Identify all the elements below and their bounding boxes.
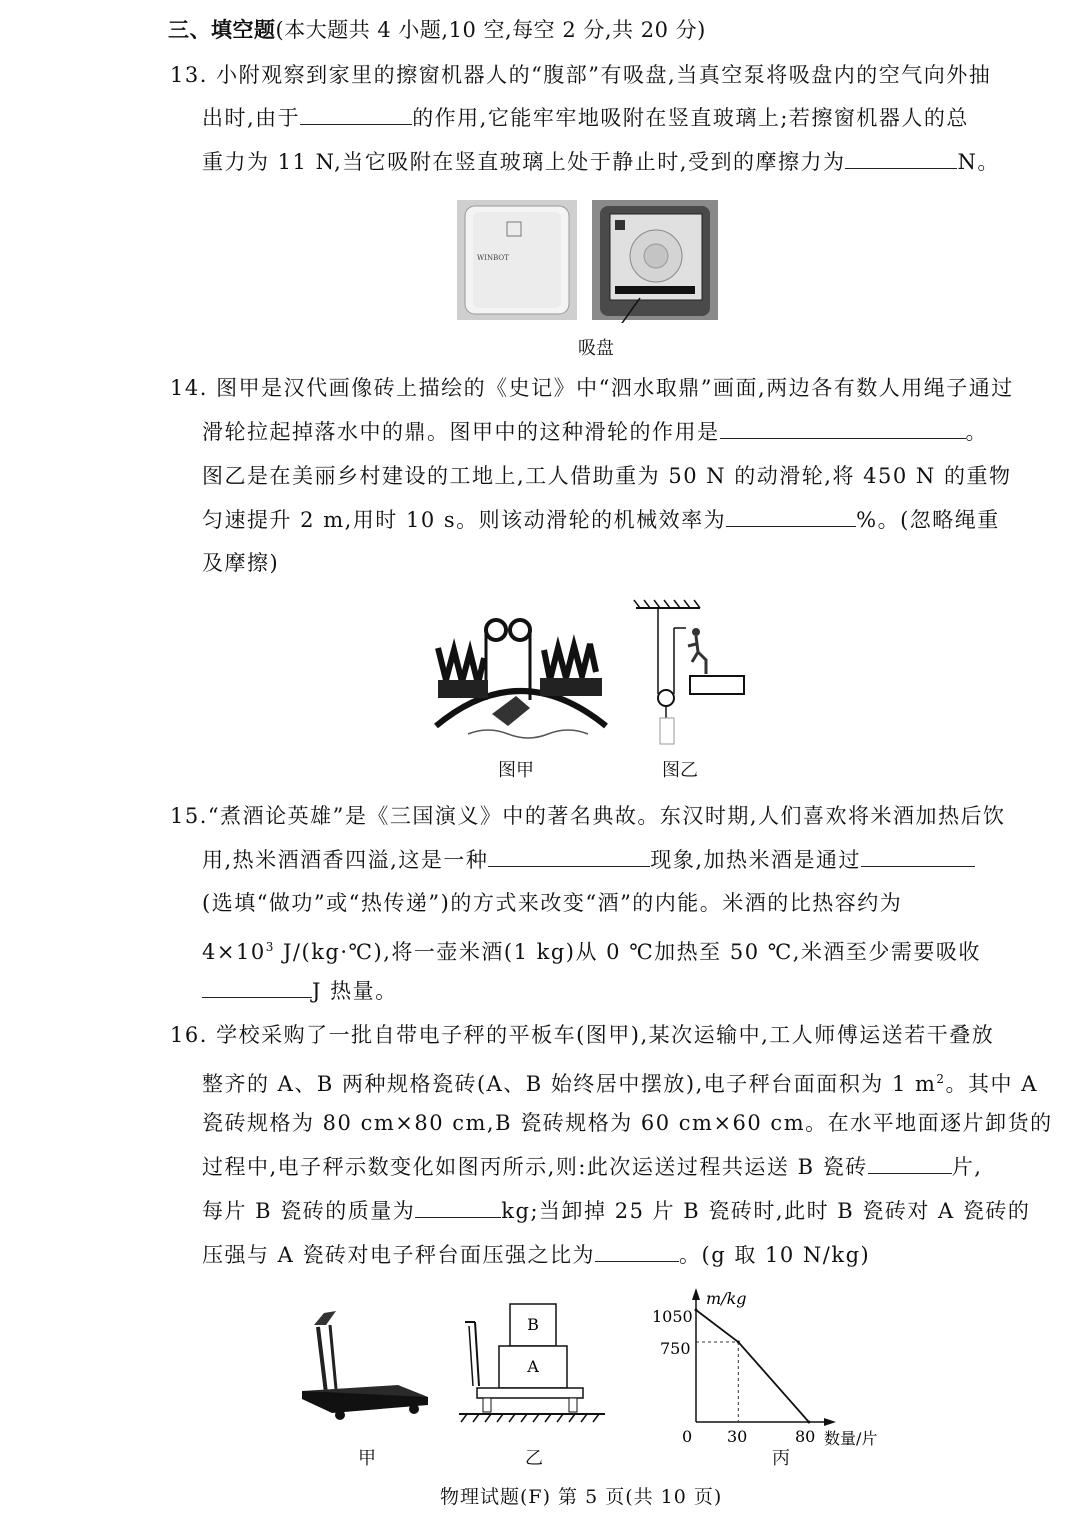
mass-count-chart [640, 1282, 900, 1447]
series-line [696, 1310, 809, 1422]
q16-exponent: 2 [936, 1072, 946, 1086]
answer-blank[interactable] [861, 846, 975, 867]
data-point [807, 1421, 810, 1424]
x-tick-label-1: 30 [727, 1427, 748, 1446]
q14-line-1: 14. 图甲是汉代画像砖上描绘的《史记》中“泗水取鼎”画面,两边各有数人用绳子通过 [170, 376, 1014, 400]
scale-display-icon [314, 1311, 336, 1325]
q16-text: kg;当卸掉 25 片 B 瓷砖时,此时 B 瓷砖对 A 瓷砖的 [501, 1199, 1031, 1223]
answer-blank[interactable] [415, 1197, 501, 1218]
x-tick-label-2: 80 [795, 1427, 816, 1446]
q16-text: 片, [951, 1155, 983, 1179]
x-tick-label-0: 0 [682, 1427, 693, 1446]
page-footer: 物理试题(F) 第 5 页(共 10 页) [440, 1486, 723, 1508]
q14-text: 匀速提升 2 m,用时 10 s。则该动滑轮的机械效率为 [202, 508, 727, 532]
q14-line-5: 及摩擦) [202, 551, 280, 575]
stacked-tiles-figure [455, 1296, 610, 1430]
cart-bed [477, 1388, 583, 1398]
ding-vessel-icon [492, 696, 530, 726]
answer-blank[interactable] [595, 1241, 679, 1262]
figure-b-caption: 图乙 [662, 760, 698, 781]
movable-pulley-figure [630, 598, 750, 748]
q14-text: 滑轮拉起掉落水中的鼎。图甲中的这种滑轮的作用是 [202, 420, 720, 444]
q13-text: 出时,由于 [202, 106, 301, 130]
section-note: (本大题共 4 小题,10 空,每空 2 分,共 20 分) [275, 18, 706, 42]
robot-brand-label: WINBOT [477, 254, 509, 262]
answer-blank[interactable] [726, 506, 856, 527]
q14-line-3: 图乙是在美丽乡村建设的工地上,工人借助重为 50 N 的动滑轮,将 450 N 的重物 [202, 464, 1012, 488]
platform-icon [690, 676, 744, 694]
q16-text: 过程中,电子秤示数变化如图丙所示,则:此次运送过程共运送 B 瓷砖 [202, 1155, 868, 1179]
q16-line-1: 16. 学校采购了一批自带电子秤的平板车(图甲),某次运输中,工人师傅运送若干叠放 [170, 1023, 995, 1047]
q13-line-3 [202, 147, 1000, 177]
q15-line-1: 15.“煮酒论英雄”是《三国演义》中的著名典故。东汉时期,人们喜欢将米酒加热后饮 [170, 804, 1006, 828]
q15-text: J/(kg·℃),将一壶米酒(1 kg)从 0 ℃加热至 50 ℃,米酒至少需要吸收 [274, 940, 981, 964]
suction-cup-caption: 吸盘 [578, 338, 614, 359]
q13-line-2 [202, 103, 969, 133]
q16-line-4 [202, 1152, 982, 1182]
q16-figure-a-caption: 甲 [358, 1448, 376, 1469]
q16-text: 整齐的 A、B 两种规格瓷砖(A、B 始终居中摆放),电子秤台面面积为 1 m [202, 1072, 937, 1096]
q14-line-2 [202, 417, 988, 447]
answer-blank[interactable] [488, 846, 650, 867]
window-robot-photos [455, 198, 720, 323]
q15-text: 4×10 [202, 940, 266, 964]
y-tick-label-0: 1050 [652, 1307, 693, 1326]
q16-line-2 [202, 1064, 1038, 1099]
data-point [695, 1309, 698, 1312]
answer-blank[interactable] [868, 1153, 952, 1174]
y-axis-arrow-icon [692, 1288, 700, 1300]
answer-blank[interactable] [720, 418, 966, 439]
q13-text: 的作用,它能牢牢地吸附在竖直玻璃上;若擦窗机器人的总 [412, 106, 969, 130]
q16-text: 。(g 取 10 N/kg) [679, 1243, 871, 1267]
y-tick-label-1: 750 [660, 1339, 691, 1358]
q14-text: %。(忽略绳重 [856, 508, 1000, 532]
q15-line-2 [202, 845, 975, 875]
x-axis-label: 数量/片 [824, 1429, 878, 1447]
q15-text: J 热量。 [312, 979, 398, 1003]
q13-text: N。 [957, 150, 1000, 174]
q15-exponent: 3 [265, 940, 275, 954]
section-title: 三、填空题 [168, 17, 276, 42]
answer-blank[interactable] [845, 148, 957, 169]
load-icon [660, 718, 674, 744]
pulley-icon [486, 620, 506, 640]
q15-text: 用,热米酒酒香四溢,这是一种 [202, 848, 489, 872]
pulley-icon [658, 690, 674, 706]
x-axis-arrow-icon [824, 1418, 836, 1426]
section-heading [168, 14, 706, 44]
q16-figure-b-caption: 乙 [525, 1448, 543, 1469]
q16-figure-c-caption: 丙 [772, 1448, 790, 1469]
q15-text: 现象,加热米酒是通过 [650, 848, 862, 872]
y-axis-label: m/kg [706, 1289, 747, 1308]
q14-line-4 [202, 505, 1000, 535]
q16-text: 压强与 A 瓷砖对电子秤台面压强之比为 [202, 1243, 596, 1267]
tile-a-label: A [527, 1357, 539, 1376]
q16-text: 每片 B 瓷砖的质量为 [202, 1199, 416, 1223]
q16-line-5 [202, 1196, 1030, 1226]
q16-line-6 [202, 1240, 870, 1270]
tile-b-label: B [527, 1315, 539, 1334]
figure-a-caption: 图甲 [498, 760, 534, 781]
q16-text: 。其中 A [945, 1072, 1038, 1096]
q16-line-3: 瓷砖规格为 80 cm×80 cm,B 瓷砖规格为 60 cm×60 cm。在水平地面逐片卸货的 [202, 1111, 1053, 1135]
answer-blank[interactable] [202, 977, 312, 998]
q15-line-5 [202, 976, 398, 1006]
q14-text: 。 [965, 420, 988, 444]
han-brick-pulley-figure [428, 604, 613, 744]
scale-cart-figure [296, 1305, 436, 1425]
data-point [737, 1341, 740, 1344]
q15-line-4 [202, 932, 981, 967]
pulley-icon [510, 620, 530, 640]
q13-text: 重力为 11 N,当它吸附在竖直玻璃上处于静止时,受到的摩擦力为 [202, 150, 846, 174]
q13-line-1: 13. 小附观察到家里的擦窗机器人的“腹部”有吸盘,当真空泵将吸盘内的空气向外抽 [170, 63, 992, 87]
q15-line-3: (选填“做功”或“热传递”)的方式来改变“酒”的内能。米酒的比热容约为 [202, 891, 903, 915]
worker-icon [692, 628, 700, 636]
answer-blank[interactable] [300, 104, 412, 125]
